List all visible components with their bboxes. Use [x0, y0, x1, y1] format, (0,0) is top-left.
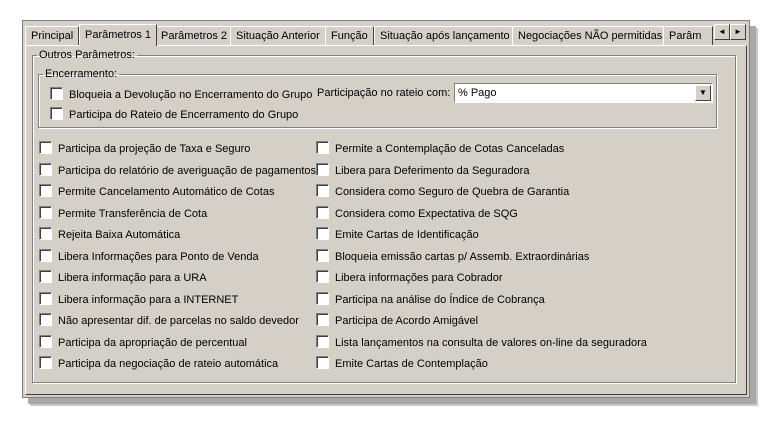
checkbox-box[interactable] [316, 292, 329, 305]
tab-parametros-1[interactable]: Parâmetros 1 [79, 24, 157, 46]
tab-parametros-more[interactable]: Parâm [663, 26, 713, 45]
encerramento-title: Encerramento: [45, 68, 118, 80]
tab-funcao[interactable]: Função [325, 26, 374, 45]
checkbox-box[interactable] [39, 184, 52, 197]
right-option-5[interactable]: Bloqueia emissão cartas p/ Assemb. Extraordinárias [316, 249, 589, 263]
tab-negociacoes-nao-permitidas[interactable]: Negociações NÃO permitidas [512, 26, 668, 45]
bloqueia-devolucao-checkbox[interactable]: Bloqueia a Devolução no Encerramento do Grupo [50, 87, 312, 101]
checkbox-box[interactable] [316, 356, 329, 369]
right-option-4[interactable]: Emite Cartas de Identificação [316, 227, 479, 241]
left-option-5[interactable]: Libera Informações para Ponto de Venda [39, 249, 259, 263]
left-option-2[interactable]: Permite Cancelamento Automático de Cotas [39, 184, 274, 198]
participa-rateio-checkbox[interactable]: Participa do Rateio de Encerramento do Grupo [50, 107, 298, 121]
tab-situacao-anterior[interactable]: Situação Anterior [230, 26, 326, 45]
right-option-3[interactable]: Considera como Expectativa de SQG [316, 206, 518, 220]
left-option-0[interactable]: Participa da projeção de Taxa e Seguro [39, 141, 250, 155]
checkbox-box[interactable] [50, 87, 63, 100]
right-option-0[interactable]: Permite a Contemplação de Cotas Canceladas [316, 141, 564, 155]
right-option-7[interactable]: Participa na análise do Índice de Cobrança [316, 292, 545, 306]
left-option-9[interactable]: Participa da apropriação de percentual [39, 335, 247, 349]
outros-parametros-title: Outros Parâmetros: [39, 49, 135, 61]
checkbox-box[interactable] [39, 163, 52, 176]
left-option-7[interactable]: Libera informação para a INTERNET [39, 292, 238, 306]
tab-parametros-2[interactable]: Parâmetros 2 [155, 26, 233, 45]
checkbox-box[interactable] [316, 335, 329, 348]
right-option-6[interactable]: Libera informações para Cobrador [316, 270, 503, 284]
right-option-8[interactable]: Participa de Acordo Amigável [316, 313, 478, 327]
right-option-2[interactable]: Considera como Seguro de Quebra de Garantia [316, 184, 569, 198]
left-option-1[interactable]: Participa do relatório de averiguação de pagamentos [39, 163, 316, 177]
checkbox-box[interactable] [39, 335, 52, 348]
scroll-left-icon[interactable]: ◄ [714, 24, 730, 40]
checkbox-box[interactable] [39, 292, 52, 305]
rateio-select-value: % Pago [458, 87, 497, 99]
left-option-3[interactable]: Permite Transferência de Cota [39, 206, 207, 220]
tab-situacao-apos-lancamento[interactable]: Situação após lançamento [374, 26, 516, 45]
checkbox-box[interactable] [316, 206, 329, 219]
tab-strip [25, 24, 747, 46]
left-option-6[interactable]: Libera informação para a URA [39, 270, 207, 284]
checkbox-box[interactable] [39, 356, 52, 369]
checkbox-box[interactable] [316, 184, 329, 197]
chevron-down-icon[interactable]: ▼ [695, 85, 711, 101]
checkbox-box[interactable] [39, 141, 52, 154]
tab-principal[interactable]: Principal [25, 26, 79, 45]
checkbox-box[interactable] [316, 313, 329, 326]
rateio-select[interactable] [454, 83, 713, 103]
right-option-1[interactable]: Libera para Deferimento da Seguradora [316, 163, 529, 177]
checkbox-box[interactable] [50, 107, 63, 120]
tab-scroll-buttons [714, 24, 746, 40]
checkbox-box[interactable] [316, 249, 329, 262]
checkbox-box[interactable] [316, 227, 329, 240]
checkbox-box[interactable] [316, 141, 329, 154]
checkbox-box[interactable] [39, 249, 52, 262]
checkbox-box[interactable] [39, 227, 52, 240]
right-option-9[interactable]: Lista lançamentos na consulta de valores on-line da seguradora [316, 335, 647, 349]
scroll-right-icon[interactable]: ► [730, 24, 746, 40]
left-option-4[interactable]: Rejeita Baixa Automática [39, 227, 180, 241]
left-option-10[interactable]: Participa da negociação de rateio automática [39, 356, 278, 370]
checkbox-box[interactable] [39, 206, 52, 219]
left-option-8[interactable]: Não apresentar dif. de parcelas no saldo devedor [39, 313, 299, 327]
checkbox-box[interactable] [316, 270, 329, 283]
rateio-label: Participação no rateio com: [317, 87, 451, 99]
dialog-window [22, 20, 750, 398]
right-option-10[interactable]: Emite Cartas de Contemplação [316, 356, 488, 370]
checkbox-box[interactable] [39, 270, 52, 283]
checkbox-box[interactable] [39, 313, 52, 326]
checkbox-box[interactable] [316, 163, 329, 176]
